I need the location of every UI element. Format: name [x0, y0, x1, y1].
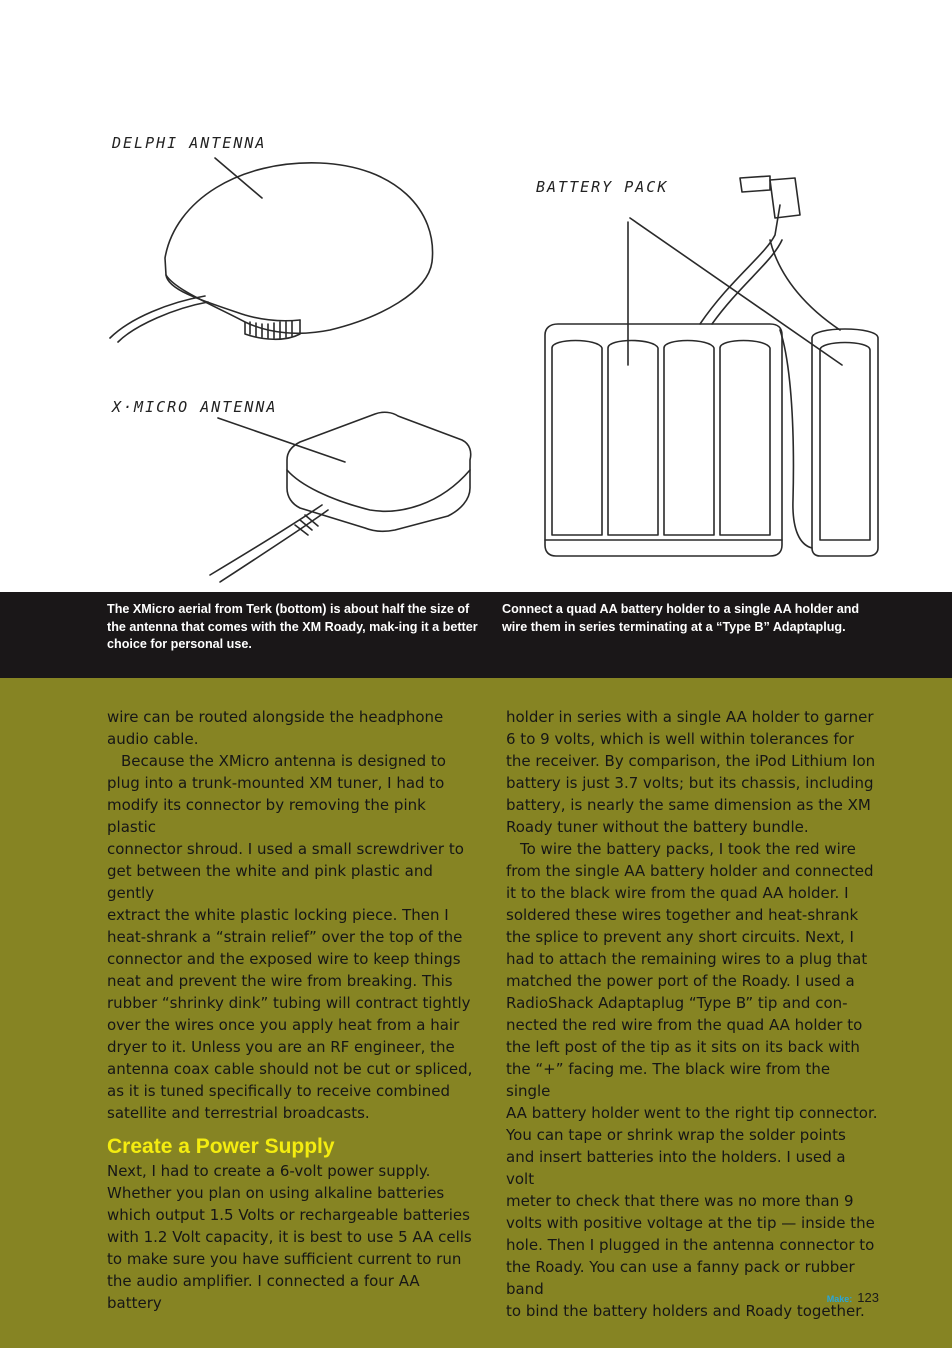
publication-name: Make: — [826, 1294, 853, 1304]
paragraph: wire can be routed alongside the headphone audio cable. — [107, 708, 444, 748]
paragraph: Because the XMicro antenna is designed to plug into a trunk-mounted XM tuner, I had to modify its connector by removing the pink plastic connector shroud. I used a small screwdriver to get between the white and pink plastic and gently extract the white plastic locking piece. Then I heat-shrank a “strain relief” over the top of the connector and the exposed wire to keep things neat and prevent the wire from breaking. This rubber “shrinky dink” tubing will contract tightly over the wires once you apply heat from a hair dryer to it. Unless you are an RF engineer, the antenna coax cable should not be cut or spliced, as it is tuned specifically to receive combined satellite and terrestrial broadcasts. — [107, 752, 473, 1122]
caption-antenna: The XMicro aerial from Terk (bottom) is about half the size of the antenna that comes with the XM Roady, mak-ing it a better choice for personal use. — [107, 602, 478, 651]
battery-pack-drawing — [545, 176, 878, 556]
battery-pack-label: BATTERY PACK — [536, 178, 669, 196]
delphi-antenna-label: DELPHI ANTENNA — [112, 134, 267, 152]
paragraph: To wire the battery packs, I took the red wire from the single AA battery holder and connected it to the black wire from the quad AA holder. I soldered these wires together and heat-shrank the splice to prevent any short circuits. Next, I had to attach the remaining wires to a plug that matched the power port of the Roady. I used a RadioShack Adaptaplug “Type B” tip and con- nected the red wire from the quad AA holder to the left post of the tip as it sits on its back with the “+” facing me. The black wire from the single AA battery holder went to the right tip connector. You can tape or shrink wrap the solder points and insert batteries into the holders. I used a volt meter to check that there was no more than 9 volts with positive voltage at the tip — inside the hole. Then I plugged in the antenna connector to the Roady. You can use a fanny pack or rubber band to bind the battery holders and Roady together. — [506, 840, 878, 1320]
page-number: 123 — [857, 1290, 879, 1305]
section-heading: Create a Power Supply — [107, 1135, 335, 1158]
page-footer — [827, 1290, 879, 1305]
xmicro-antenna-drawing — [210, 412, 471, 582]
delphi-antenna-drawing — [110, 158, 433, 342]
antenna-battery-sketch — [0, 0, 952, 592]
paragraph: holder in series with a single AA holder to garner 6 to 9 volts, which is well within tolerances for the receiver. By comparison, the iPod Lithium Ion battery is just 3.7 volts; but its chassis, including battery, is nearly the same dimension as the XM Roady tuner without the battery bundle. — [506, 708, 876, 836]
paragraph: Next, I had to create a 6-volt power supply. Whether you plan on using alkaline batteries which output 1.5 Volts or rechargeable batteries with 1.2 Volt capacity, it is best to use 5 AA cells to make sure you have sufficient current to run the audio amplifier. I connected a four AA battery — [107, 1162, 472, 1312]
caption-battery: Connect a quad AA battery holder to a single AA holder and wire them in series terminating at a “Type B” Adaptaplug. — [502, 602, 860, 634]
caption-band — [0, 592, 952, 678]
article-column-right — [506, 706, 878, 1322]
xmicro-antenna-label: X·MICRO ANTENNA — [112, 398, 278, 416]
article-column-left — [107, 706, 479, 1314]
illustration-area — [0, 0, 952, 592]
article-body — [0, 678, 952, 1348]
